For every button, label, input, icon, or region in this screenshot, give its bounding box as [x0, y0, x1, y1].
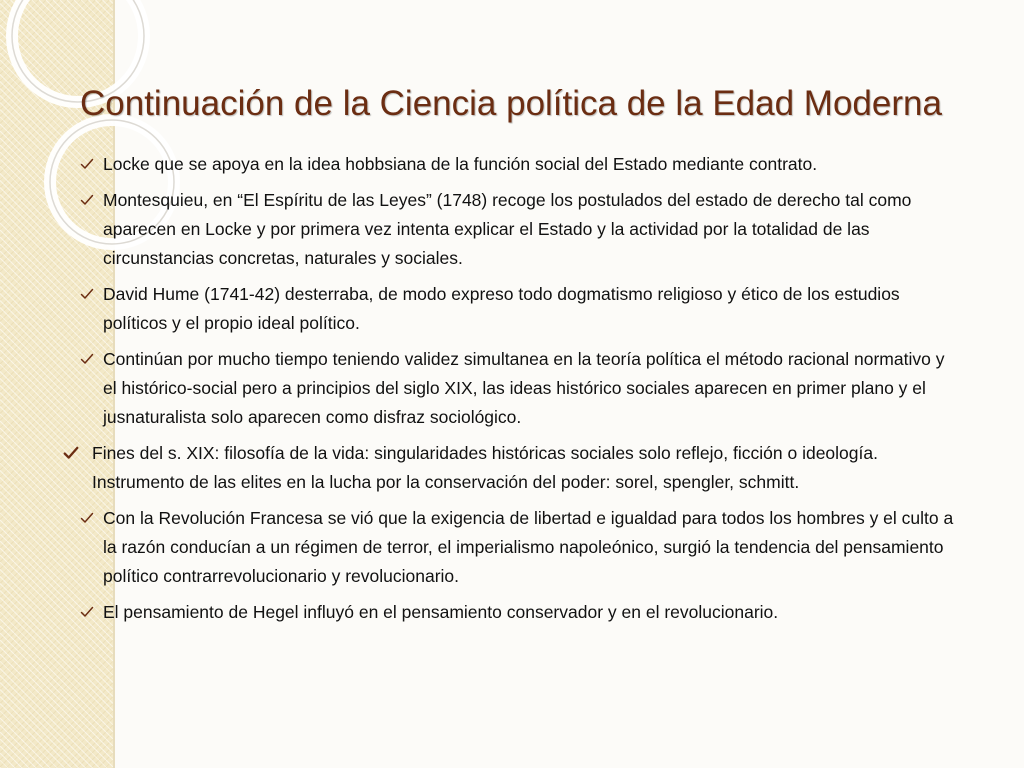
checkmark-icon: [80, 287, 94, 301]
checkmark-icon: [80, 193, 94, 207]
bullet-text: Continúan por mucho tiempo teniendo validez simultanea en la teoría política el método racional normativo y el histórico-social pero a principios del siglo XIX, las ideas histórico sociales aparecen en primer plano y el jusnaturalista solo aparecen como disfraz sociológico.: [103, 349, 945, 427]
bullet-item: [60, 280, 960, 338]
checkmark-icon: [80, 157, 94, 171]
bullet-text: David Hume (1741-42) desterraba, de modo expreso todo dogmatismo religioso y ético de los estudios políticos y el propio ideal político.: [103, 284, 900, 333]
checkmark-icon: [80, 605, 94, 619]
bullet-item: [60, 504, 960, 591]
bullet-item: [60, 439, 960, 497]
slide-title: Continuación de la Ciencia política de la Edad Moderna: [80, 84, 942, 123]
bullet-text: Montesquieu, en “El Espíritu de las Leyes” (1748) recoge los postulados del estado de derecho tal como aparecen en Locke y por primera vez intenta explicar el Estado y la actividad por la totalidad de las circunstancias concretas, naturales y sociales.: [103, 190, 912, 268]
bullet-item: [60, 598, 960, 627]
bullet-text: Con la Revolución Francesa se vió que la exigencia de libertad e igualdad para todos los hombres y el culto a la razón conducían a un régimen de terror, el imperialismo napoleónico, surgió la tendencia del pensamiento político contrarrevolucionario y revolucionario.: [103, 508, 954, 586]
bullet-text: El pensamiento de Hegel influyó en el pensamiento conservador y en el revolucionario.: [103, 602, 779, 622]
bullet-item: [60, 150, 960, 179]
checkmark-icon: [80, 352, 94, 366]
bullet-text: Locke que se apoya en la idea hobbsiana de la función social del Estado mediante contrato.: [103, 154, 818, 174]
checkmark-icon: [63, 445, 79, 461]
bullet-item: [60, 186, 960, 273]
bullet-list: [60, 150, 960, 634]
checkmark-icon: [80, 511, 94, 525]
bullet-text: Fines del s. XIX: filosofía de la vida: singularidades históricas sociales solo reflejo, ficción o ideología. Instrumento de las elites en la lucha por la conservación del poder: sorel, spengler, schmitt.: [92, 443, 878, 492]
bullet-item: [60, 345, 960, 432]
